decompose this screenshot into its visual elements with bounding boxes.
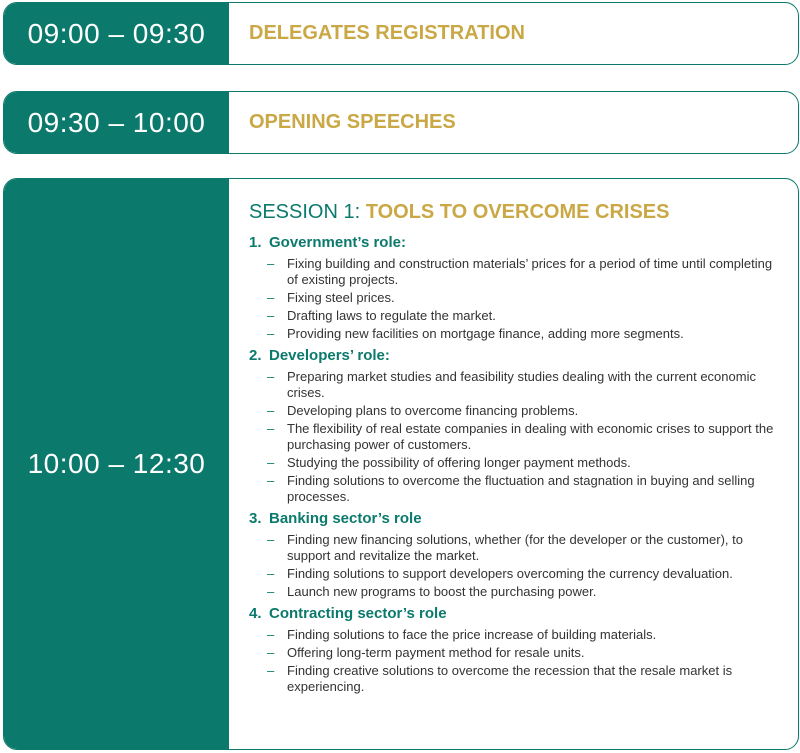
block-content: [229, 3, 798, 64]
section-item-list: [267, 256, 778, 342]
list-item: [267, 421, 778, 453]
section-item-list: [267, 532, 778, 600]
list-item: [267, 308, 778, 324]
section-item-list: [267, 627, 778, 695]
time-slot: 10:00 – 12:30: [4, 179, 229, 749]
dash-bullet: –: [267, 627, 275, 642]
dash-bullet: –: [267, 645, 275, 660]
session-label: SESSION 1:: [249, 201, 361, 223]
section: [249, 604, 778, 695]
list-item-text: Finding solutions to overcome the fluctuation and stagnation in buying and selling processes.: [287, 473, 755, 504]
section-item-list: [267, 369, 778, 505]
list-item-text: Providing new facilities on mortgage finance, adding more segments.: [287, 326, 684, 341]
time-slot: 09:00 – 09:30: [4, 3, 229, 64]
section-number: 3.: [249, 510, 262, 527]
list-item-text: Offering long-term payment method for resale units.: [287, 645, 585, 660]
section-number: 4.: [249, 605, 262, 622]
list-item: [267, 663, 778, 695]
list-item-text: Developing plans to overcome financing problems.: [287, 403, 579, 418]
dash-bullet: –: [267, 584, 275, 599]
session-sections: [249, 233, 778, 699]
block-content: [229, 179, 798, 749]
dash-bullet: –: [267, 256, 275, 271]
dash-bullet: –: [267, 473, 275, 488]
list-item-text: Launch new programs to boost the purchasing power.: [287, 584, 597, 599]
schedule-block-opening: [3, 91, 799, 154]
list-item: [267, 627, 778, 643]
list-item-text: Finding solutions to support developers overcoming the currency devaluation.: [287, 566, 733, 581]
list-item: [267, 566, 778, 582]
block-title: OPENING SPEECHES: [249, 111, 456, 133]
session-heading: [249, 201, 669, 224]
list-item: [267, 290, 778, 306]
list-item: [267, 256, 778, 288]
section: [249, 233, 778, 342]
dash-bullet: –: [267, 532, 275, 547]
dash-bullet: –: [267, 455, 275, 470]
dash-bullet: –: [267, 326, 275, 341]
time-slot: 09:30 – 10:00: [4, 92, 229, 153]
section-heading-text: Contracting sector’s role: [269, 605, 447, 622]
list-item: [267, 584, 778, 600]
section-number: 2.: [249, 347, 262, 364]
schedule-block-session-1: [3, 178, 799, 750]
section: [249, 346, 778, 505]
list-item: [267, 532, 778, 564]
list-item-text: Fixing building and construction materials’ prices for a period of time until completing of existing projects.: [287, 256, 773, 287]
section-heading-text: Government’s role:: [269, 234, 406, 251]
list-item-text: The flexibility of real estate companies in dealing with economic crises to support the purchasing power of customers.: [287, 421, 774, 452]
section-heading-text: Developers’ role:: [269, 347, 390, 364]
section: [249, 509, 778, 600]
list-item-text: Studying the possibility of offering longer payment methods.: [287, 455, 631, 470]
list-item-text: Finding new financing solutions, whether (for the developer or the customer), to support and revitalize the market.: [287, 532, 743, 563]
dash-bullet: –: [267, 308, 275, 323]
section-heading: [249, 346, 778, 366]
dash-bullet: –: [267, 369, 275, 384]
list-item: [267, 473, 778, 505]
list-item-text: Finding creative solutions to overcome the recession that the resale market is experiencing.: [287, 663, 733, 694]
list-item: [267, 455, 778, 471]
list-item-text: Fixing steel prices.: [287, 290, 395, 305]
list-item: [267, 326, 778, 342]
block-title: DELEGATES REGISTRATION: [249, 22, 525, 44]
section-heading-text: Banking sector’s role: [269, 510, 422, 527]
list-item-text: Finding solutions to face the price increase of building materials.: [287, 627, 657, 642]
list-item-text: Drafting laws to regulate the market.: [287, 308, 496, 323]
dash-bullet: –: [267, 663, 275, 678]
list-item: [267, 403, 778, 419]
section-heading: [249, 604, 778, 624]
session-title: TOOLS TO OVERCOME CRISES: [365, 201, 670, 223]
list-item: [267, 369, 778, 401]
section-heading: [249, 509, 778, 529]
list-item: [267, 645, 778, 661]
dash-bullet: –: [267, 421, 275, 436]
section-number: 1.: [249, 234, 262, 251]
list-item-text: Preparing market studies and feasibility studies dealing with the current economic crises.: [287, 369, 756, 400]
block-content: [229, 92, 798, 153]
schedule-block-registration: [3, 2, 799, 65]
dash-bullet: –: [267, 290, 275, 305]
dash-bullet: –: [267, 403, 275, 418]
section-heading: [249, 233, 778, 253]
dash-bullet: –: [267, 566, 275, 581]
